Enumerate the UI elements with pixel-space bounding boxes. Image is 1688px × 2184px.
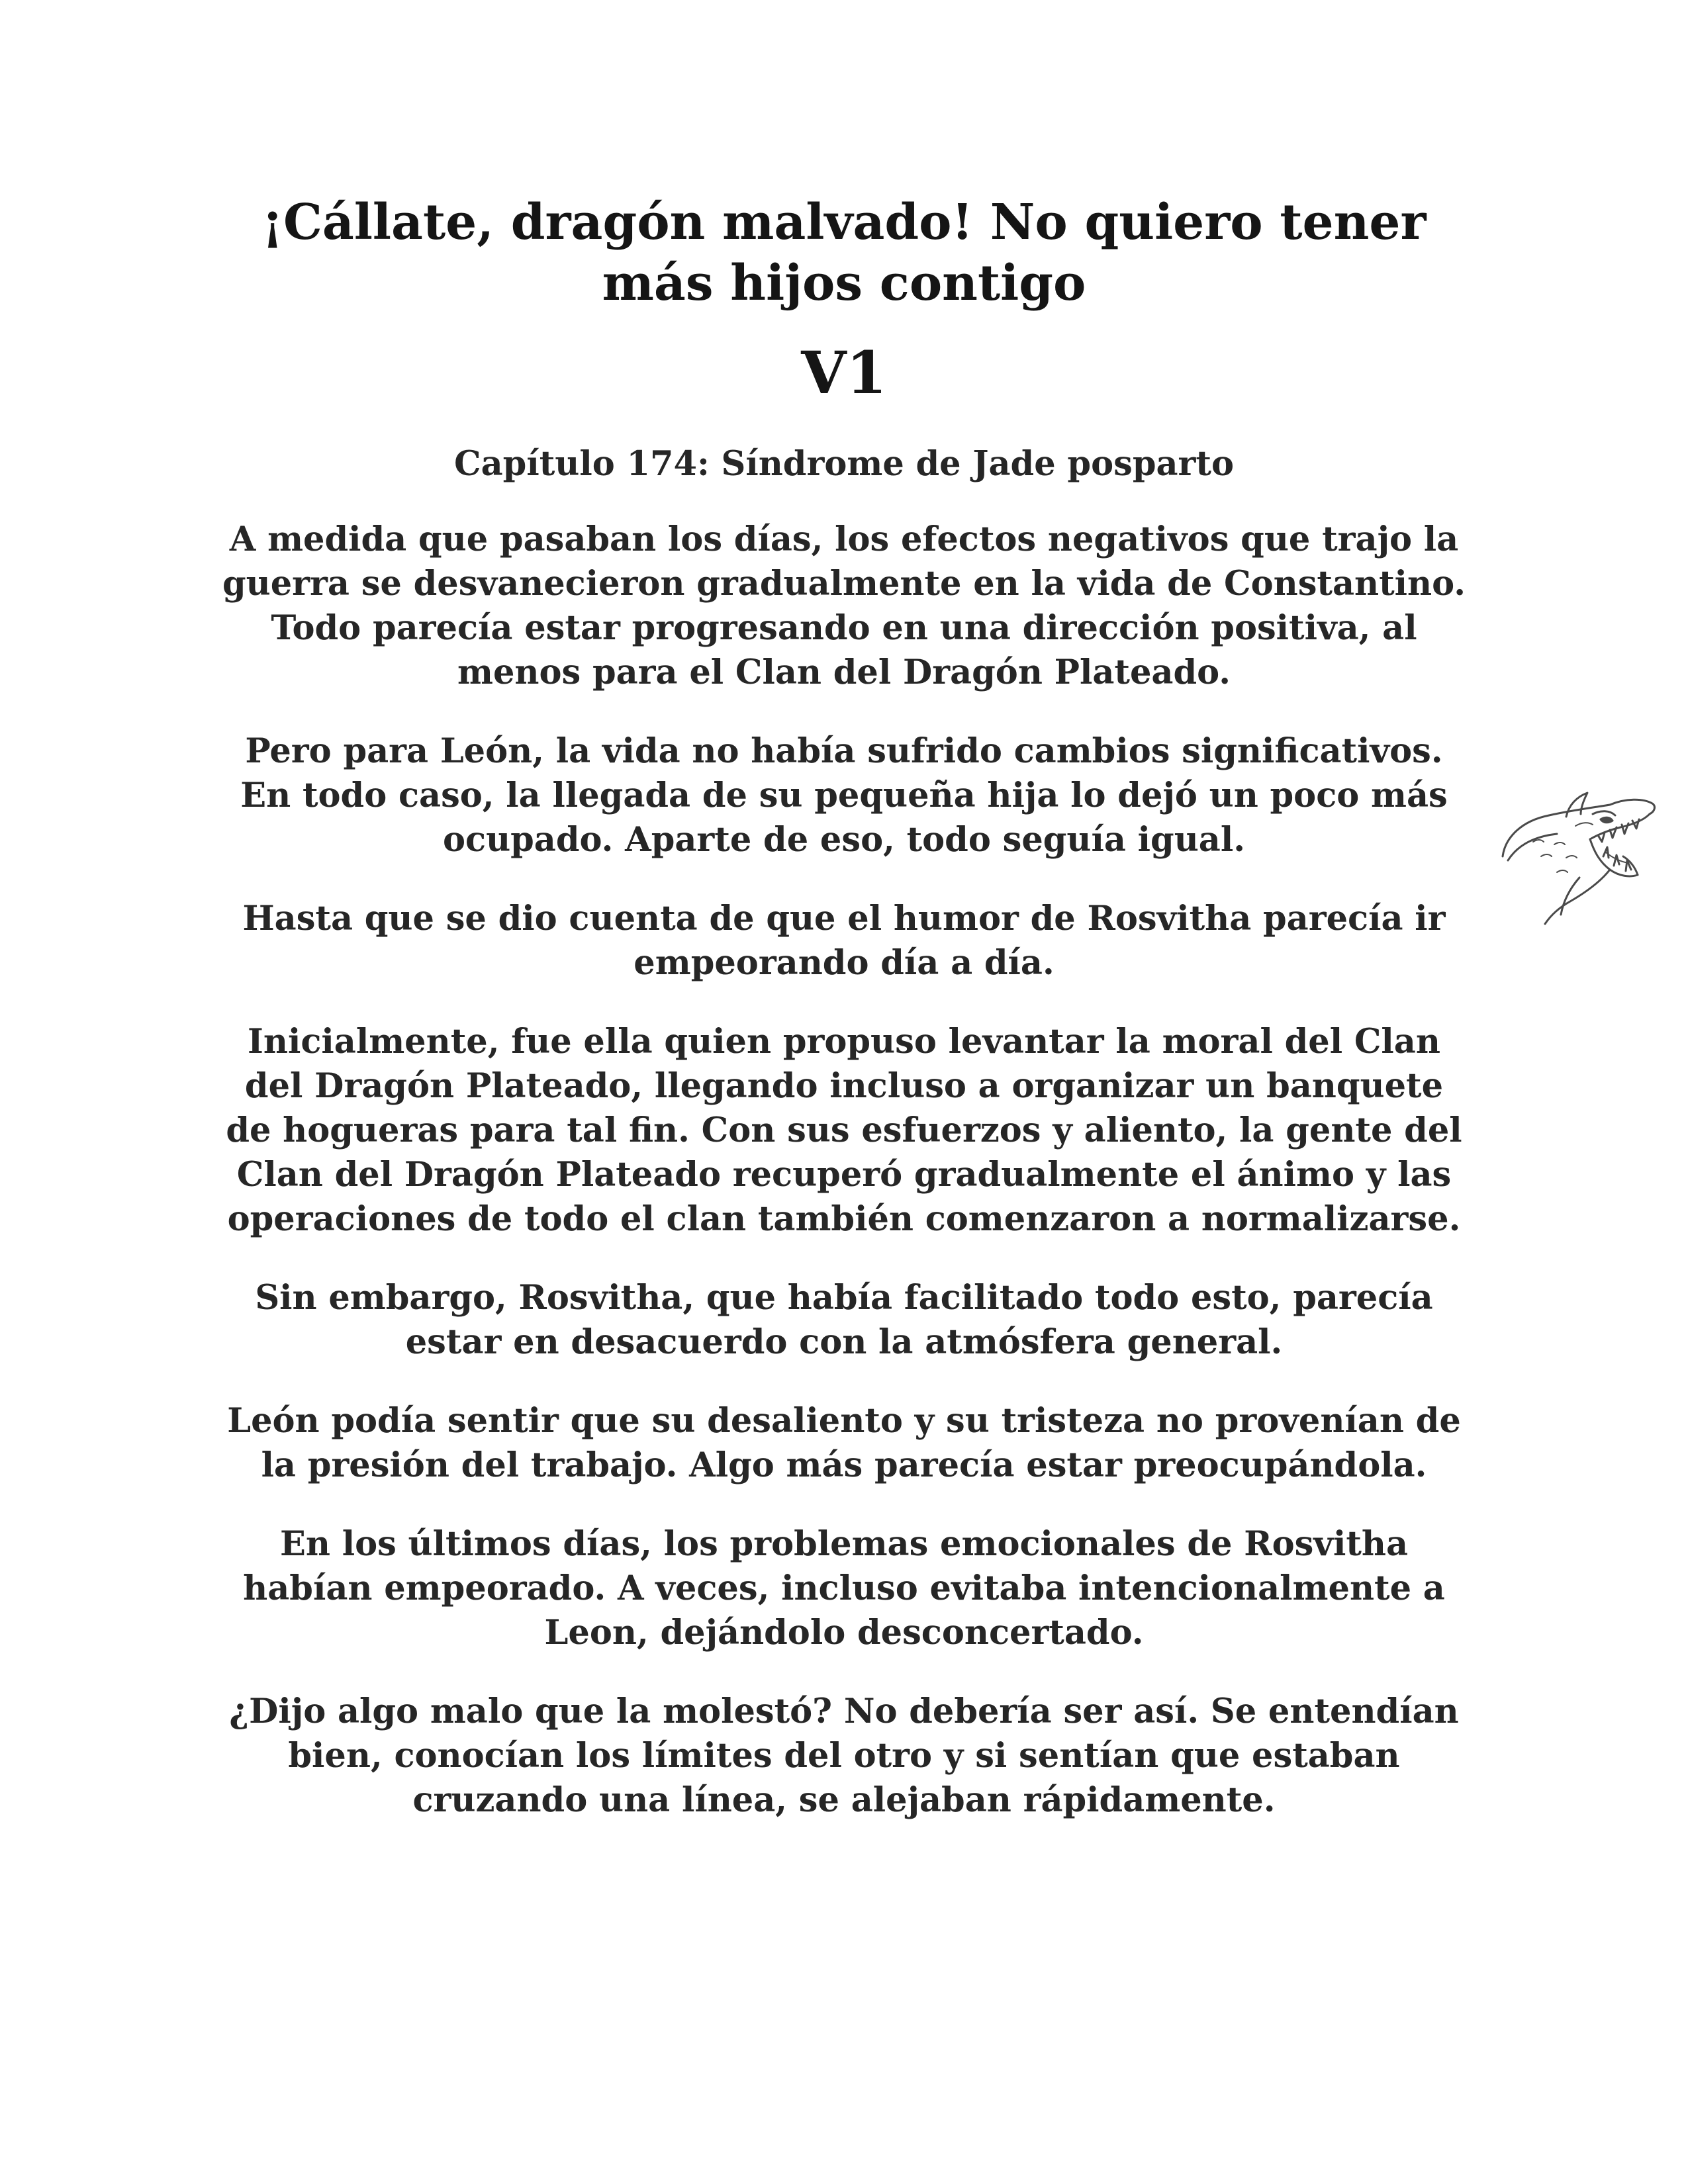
paragraph: Inicialmente, fue ella quien propuso levantar la moral del Clan del Dragón Plateado, llegando incluso a organizar un banquete de hogueras para tal fin. Con sus esfuerzos y aliento, la gente del Clan del Dragón Plateado recuperó gradualmente el ánimo y las operaciones de todo el clan también comenzaron a normalizarse. xyxy=(226,1022,1462,1239)
volume-label: V1 xyxy=(801,338,887,407)
paragraph: Hasta que se dio cuenta de que el humor de Rosvitha parecía ir empeorando día a día. xyxy=(242,899,1446,983)
document-page xyxy=(218,192,1470,1857)
paragraph: A medida que pasaban los días, los efectos negativos que trajo la guerra se desvanecieron gradualmente en la vida de Constantino. Todo parecía estar progresando en una dirección positiva, al menos para el Clan del Dragón Plateado. xyxy=(222,520,1466,692)
paragraph: Pero para León, la vida no había sufrido cambios significativos. En todo caso, la llegada de su pequeña hija lo dejó un poco más ocupado. Aparte de eso, todo seguía igual. xyxy=(240,731,1448,860)
paragraph: Sin embargo, Rosvitha, que había facilitado todo esto, parecía estar en desacuerdo con la atmósfera general. xyxy=(255,1278,1433,1362)
chapter-title: Capítulo 174: Síndrome de Jade posparto xyxy=(454,444,1234,484)
dragon-head-sketch-icon xyxy=(1493,778,1668,927)
paragraph: ¿Dijo algo malo que la molestó? No debería ser así. Se entendían bien, conocían los límites del otro y si sentían que estaban cruzando una línea, se alejaban rápidamente. xyxy=(229,1692,1459,1820)
paragraph: En los últimos días, los problemas emocionales de Rosvitha habían empeorado. A veces, incluso evitaba intencionalmente a Leon, dejándolo desconcertado. xyxy=(243,1524,1445,1653)
book-title: ¡Cállate, dragón malvado! No quiero tener más hijos contigo xyxy=(261,194,1427,312)
paragraph: León podía sentir que su desaliento y su tristeza no provenían de la presión del trabajo. Algo más parecía estar preocupándola. xyxy=(227,1401,1461,1485)
chapter-body xyxy=(218,518,1470,1823)
